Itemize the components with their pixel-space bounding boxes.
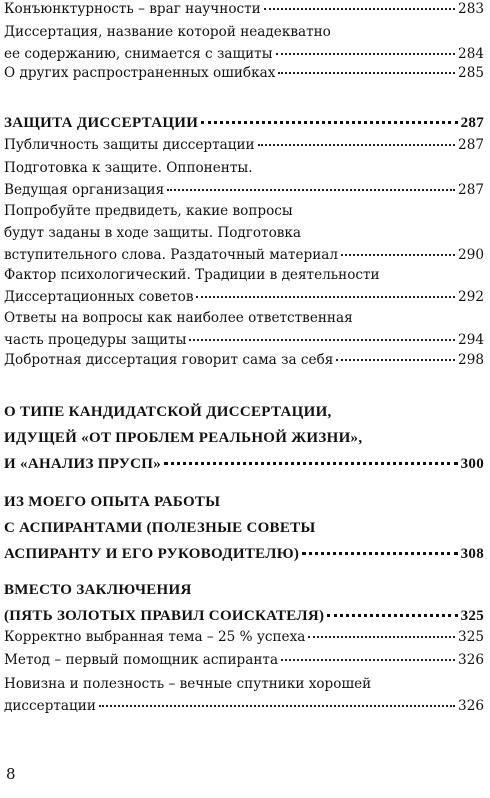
- dot-leader: [167, 189, 455, 191]
- toc-page-number: 298: [458, 352, 484, 368]
- toc-entry-title: будут заданы в ходе защиты. Подготовка: [4, 225, 302, 241]
- toc-entry-title: Ведущая организация: [4, 182, 165, 198]
- toc-entry-title: О ТИПЕ КАНДИДАТСКОЙ ДИССЕРТАЦИИ,: [4, 404, 332, 420]
- toc-entry-title: Конъюнктурность – враг научности: [4, 1, 261, 17]
- toc-entry-title: Попробуйте предвидеть, какие вопросы: [4, 203, 293, 219]
- toc-line: [4, 62, 484, 84]
- dot-leader: [258, 144, 455, 146]
- dot-leader: [341, 254, 455, 256]
- toc-page-number: 287: [460, 115, 484, 131]
- toc-page-number: 325: [458, 629, 484, 645]
- toc-page-number: 287: [458, 182, 484, 198]
- dot-leader: [281, 659, 455, 661]
- toc-entry-title: АСПИРАНТУ И ЕГО РУКОВОДИТЕЛЮ): [4, 546, 300, 562]
- toc-entry[interactable]: [4, 349, 484, 371]
- toc-page-number: 300: [460, 456, 484, 472]
- toc-entry[interactable]: [4, 649, 484, 671]
- toc-entry-title: Публичность защиты диссертации: [4, 137, 255, 153]
- toc-entry-title: Фактор психологический. Традиции в деятельности: [4, 267, 380, 283]
- toc-entry-title: О других распространенных ошибках: [4, 65, 276, 81]
- toc-line: [4, 307, 484, 329]
- toc-line: [4, 399, 484, 425]
- toc-line: [4, 244, 484, 266]
- toc-entry-title: ИЗ МОЕГО ОПЫТА РАБОТЫ: [4, 494, 221, 510]
- toc-page-number: 325: [460, 608, 484, 624]
- toc-line: [4, 349, 484, 371]
- dot-leader: [278, 72, 455, 74]
- toc-line: [4, 695, 484, 717]
- toc-line: [4, 134, 484, 156]
- toc-entry-title: Добротная диссертация говорит сама за себя: [4, 352, 334, 368]
- toc-line: [4, 21, 484, 43]
- dot-leader: [189, 339, 455, 341]
- toc-entry-title: Диссертация, название которой неадекватно: [4, 24, 331, 40]
- toc-line: [4, 425, 484, 451]
- toc-line: [4, 649, 484, 671]
- toc-entry-title: вступительного слова. Раздаточный материал: [4, 247, 339, 263]
- toc-entry[interactable]: [4, 673, 484, 717]
- toc-page-number: 283: [458, 1, 484, 17]
- toc-page-number: 290: [458, 247, 484, 263]
- dot-leader: [201, 121, 457, 124]
- toc-entry[interactable]: [4, 21, 484, 65]
- toc-entry-title: ее содержанию, снимается с защиты: [4, 46, 273, 62]
- toc-entry-title: часть процедуры защиты: [4, 332, 187, 348]
- toc-entry-title: Диссертационных советов: [4, 289, 194, 305]
- toc-page-number: 287: [458, 137, 484, 153]
- toc-line: [4, 673, 484, 695]
- toc-entry[interactable]: [4, 62, 484, 84]
- toc-page-number: 326: [458, 652, 484, 668]
- toc-line: [4, 179, 484, 201]
- toc-page-number: 292: [458, 289, 484, 305]
- toc-entry-title: Метод – первый помощник аспиранта: [4, 652, 279, 668]
- toc-entry[interactable]: [4, 157, 484, 201]
- toc-line: [4, 489, 484, 515]
- page-number: 8: [6, 765, 16, 783]
- toc-entry-title: ВМЕСТО ЗАКЛЮЧЕНИЯ: [4, 582, 192, 598]
- dot-leader: [308, 636, 455, 638]
- toc-line: [4, 626, 484, 648]
- toc-line: [4, 577, 484, 603]
- toc-line: [4, 200, 484, 222]
- dot-leader: [164, 462, 458, 465]
- toc-section-heading[interactable]: [4, 577, 484, 629]
- toc-entry-title: ЗАЩИТА ДИССЕРТАЦИИ: [4, 115, 199, 131]
- toc-page-number: 294: [458, 332, 484, 348]
- toc-entry-title: (ПЯТЬ ЗОЛОТЫХ ПРАВИЛ СОИСКАТЕЛЯ): [4, 608, 325, 624]
- dot-leader: [99, 705, 455, 707]
- dot-leader: [336, 359, 455, 361]
- toc-entry[interactable]: [4, 0, 484, 20]
- toc-entry[interactable]: [4, 200, 484, 266]
- toc-entry[interactable]: [4, 307, 484, 351]
- toc-line: [4, 157, 484, 179]
- toc-line: [4, 0, 484, 20]
- toc-line: [4, 515, 484, 541]
- dot-leader: [196, 296, 455, 298]
- toc-entry-title: Новизна и полезность – вечные спутники хорошей: [4, 676, 372, 692]
- toc-section-heading[interactable]: [4, 110, 484, 136]
- toc-line: [4, 286, 484, 308]
- dot-leader: [264, 8, 455, 10]
- toc-entry[interactable]: [4, 626, 484, 648]
- toc-line: [4, 451, 484, 477]
- toc-page-number: 285: [458, 65, 484, 81]
- toc-entry-title: ИДУЩЕЙ «ОТ ПРОБЛЕМ РЕАЛЬНОЙ ЖИЗНИ»,: [4, 430, 363, 446]
- toc-entry-title: Корректно выбранная тема – 25 % успеха: [4, 629, 306, 645]
- toc-entry-title: Ответы на вопросы как наиболее ответственная: [4, 310, 353, 326]
- toc-page-number: 326: [458, 698, 484, 714]
- toc-page-number: 308: [460, 546, 484, 562]
- toc-entry-title: Подготовка к защите. Оппоненты.: [4, 160, 253, 176]
- toc-entry[interactable]: [4, 134, 484, 156]
- toc-line: [4, 329, 484, 351]
- toc-entry-title: С АСПИРАНТАМИ (ПОЛЕЗНЫЕ СОВЕТЫ: [4, 520, 316, 536]
- toc-line: [4, 264, 484, 286]
- toc-entry[interactable]: [4, 264, 484, 308]
- dot-leader: [276, 53, 456, 55]
- toc-entry-title: И «АНАЛИЗ ПРУСП»: [4, 456, 162, 472]
- toc-section-heading[interactable]: [4, 489, 484, 567]
- toc-section-heading[interactable]: [4, 399, 484, 477]
- toc-page-number: 284: [458, 46, 484, 62]
- dot-leader: [302, 552, 457, 555]
- dot-leader: [327, 614, 457, 617]
- toc-line: [4, 222, 484, 244]
- toc-line: [4, 541, 484, 567]
- toc-line: [4, 110, 484, 136]
- toc-entry-title: диссертации: [4, 698, 96, 714]
